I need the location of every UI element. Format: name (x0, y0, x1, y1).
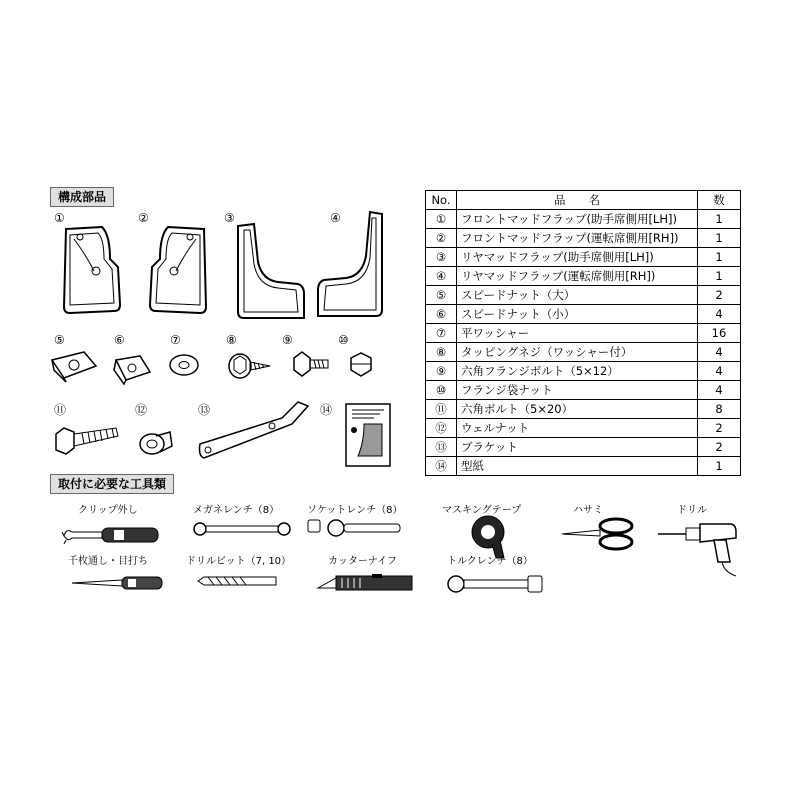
row-no: ⑤ (426, 286, 457, 305)
row-name: リヤマッドフラップ(助手席側用[LH]) (457, 248, 698, 267)
row-qty: 1 (698, 229, 741, 248)
row-no: ⑬ (426, 438, 457, 457)
part-marker-12: ⑫ (135, 403, 148, 417)
row-name: 六角ボルト（5×20） (457, 400, 698, 419)
row-name: ブラケット (457, 438, 698, 457)
bracket-icon (196, 398, 316, 464)
part-marker-2: ② (138, 211, 149, 225)
speed-nut-small-icon (110, 350, 156, 388)
hex-flange-bolt-icon (290, 348, 334, 382)
part-marker-14: ⑭ (320, 403, 333, 417)
row-name: 平ワッシャー (457, 324, 698, 343)
row-qty: 2 (698, 419, 741, 438)
row-qty: 1 (698, 457, 741, 476)
row-no: ④ (426, 267, 457, 286)
parts-table-header (426, 191, 741, 210)
template-sheet-icon (344, 402, 392, 468)
table-row (426, 248, 741, 267)
part-marker-11: ⑪ (54, 403, 67, 417)
tool-label-drill-bit: ドリルビット（7, 10） (186, 556, 292, 567)
row-qty: 4 (698, 381, 741, 400)
table-row (426, 457, 741, 476)
tool-label-cutter-knife: カッターナイフ (328, 556, 397, 567)
header-no: No. (426, 191, 457, 210)
tool-label-scissors: ハサミ (573, 505, 603, 516)
tool-label-torque-wrench: トルクレンチ（8） (447, 556, 533, 567)
table-row (426, 343, 741, 362)
part-marker-8: ⑧ (226, 333, 237, 347)
part-marker-3: ③ (224, 211, 235, 225)
row-no: ⑩ (426, 381, 457, 400)
hex-bolt-icon (52, 418, 122, 458)
rear-mud-flap-rh-icon (312, 210, 392, 320)
table-row (426, 381, 741, 400)
row-no: ⑫ (426, 419, 457, 438)
tool-label-box-wrench: メガネレンチ（8） (193, 505, 280, 516)
part-marker-5: ⑤ (54, 333, 65, 347)
speed-nut-large-icon (48, 348, 100, 386)
row-qty: 1 (698, 210, 741, 229)
row-qty: 1 (698, 248, 741, 267)
row-no: ⑭ (426, 457, 457, 476)
row-name: 型紙 (457, 457, 698, 476)
row-qty: 16 (698, 324, 741, 343)
tool-label-masking-tape: マスキングテープ (442, 505, 522, 516)
front-mud-flap-rh-icon (142, 225, 212, 315)
masking-tape-icon (470, 514, 510, 560)
parts-table (425, 190, 741, 476)
socket-wrench-icon (306, 516, 406, 540)
tools-section-title: 取付に必要な工具類 (50, 474, 174, 494)
row-name: タッピングネジ（ワッシャー付） (457, 343, 698, 362)
box-wrench-icon (192, 522, 292, 536)
tool-label-socket-wrench: ソケットレンチ（8） (307, 505, 403, 516)
drill-bit-icon (196, 576, 280, 586)
table-row (426, 305, 741, 324)
torque-wrench-icon (446, 570, 546, 596)
tool-label-clip-remover: クリップ外し (78, 505, 138, 516)
header-name: 品 名 (457, 191, 698, 210)
tapping-screw-icon (226, 344, 274, 384)
row-no: ⑪ (426, 400, 457, 419)
flat-washer-icon (168, 352, 200, 378)
header-qty: 数 (698, 191, 741, 210)
flange-cap-nut-icon (346, 350, 376, 380)
table-row (426, 286, 741, 305)
table-row (426, 324, 741, 343)
rear-mud-flap-lh-icon (234, 222, 314, 322)
row-no: ⑨ (426, 362, 457, 381)
row-no: ⑧ (426, 343, 457, 362)
row-name: フランジ袋ナット (457, 381, 698, 400)
row-name: スピードナット（小） (457, 305, 698, 324)
row-name: ウェルナット (457, 419, 698, 438)
part-marker-7: ⑦ (170, 333, 181, 347)
row-qty: 2 (698, 438, 741, 457)
row-no: ② (426, 229, 457, 248)
row-qty: 8 (698, 400, 741, 419)
tool-label-drill: ドリル (677, 505, 707, 516)
row-no: ⑦ (426, 324, 457, 343)
table-row (426, 229, 741, 248)
table-row (426, 362, 741, 381)
table-row (426, 438, 741, 457)
tool-label-awl: 千枚通し・目打ち (68, 556, 148, 567)
row-no: ⑥ (426, 305, 457, 324)
part-marker-9: ⑨ (282, 333, 293, 347)
row-name: リヤマッドフラップ(運転席側用[RH]) (457, 267, 698, 286)
row-name: スピードナット（大） (457, 286, 698, 305)
parts-section-title: 構成部品 (50, 187, 114, 207)
part-marker-4: ④ (330, 211, 341, 225)
row-qty: 4 (698, 343, 741, 362)
cutter-knife-icon (316, 570, 416, 594)
row-no: ① (426, 210, 457, 229)
row-qty: 4 (698, 362, 741, 381)
front-mud-flap-lh-icon (58, 225, 128, 315)
table-row (426, 419, 741, 438)
scissors-icon (560, 516, 636, 552)
awl-icon (70, 572, 166, 594)
table-row (426, 210, 741, 229)
row-qty: 1 (698, 267, 741, 286)
row-name: フロントマッドフラップ(助手席側用[LH]) (457, 210, 698, 229)
clip-remover-icon (62, 518, 162, 546)
row-name: 六角フランジボルト（5×12） (457, 362, 698, 381)
row-qty: 4 (698, 305, 741, 324)
well-nut-icon (136, 418, 176, 458)
row-name: フロントマッドフラップ(運転席側用[RH]) (457, 229, 698, 248)
part-marker-13: ⑬ (198, 403, 211, 417)
row-no: ③ (426, 248, 457, 267)
part-marker-6: ⑥ (114, 333, 125, 347)
part-marker-1: ① (54, 211, 65, 225)
table-row (426, 400, 741, 419)
part-marker-10: ⑩ (338, 333, 349, 347)
row-qty: 2 (698, 286, 741, 305)
drill-icon (656, 516, 746, 578)
table-row (426, 267, 741, 286)
